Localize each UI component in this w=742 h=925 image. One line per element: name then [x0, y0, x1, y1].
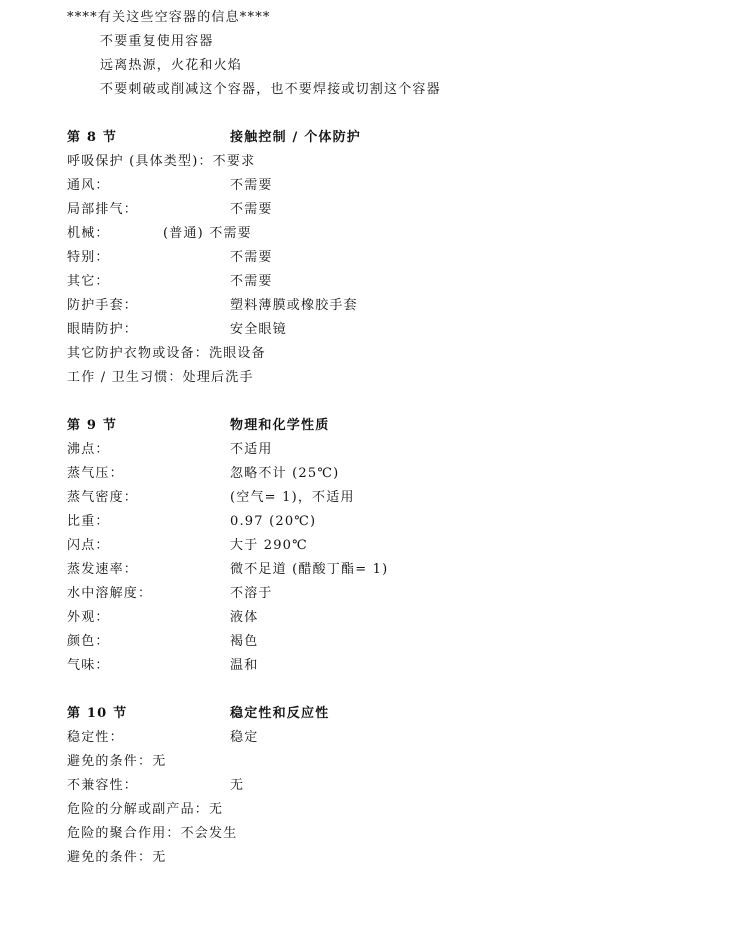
field-label: 防护手套： — [67, 298, 139, 313]
field-value: 稳定 — [230, 730, 259, 745]
field-row — [67, 175, 273, 197]
field-value: 忽略不计 (25℃) — [230, 466, 340, 481]
other-equipment: 其它防护衣物或设备：洗眼设备 — [67, 346, 266, 361]
section-10-heading — [67, 703, 330, 725]
field-label: 眼睛防护： — [67, 322, 139, 337]
field-value: 大于 290℃ — [230, 538, 308, 553]
field-row — [67, 319, 287, 341]
section-title: 物理和化学性质 — [230, 418, 330, 433]
field-label: 不兼容性： — [67, 778, 139, 793]
field-row — [67, 199, 273, 221]
field-label: 水中溶解度： — [67, 586, 153, 601]
field-label: 比重： — [67, 514, 110, 529]
field-row — [67, 487, 355, 509]
field-value: 液体 — [230, 610, 259, 625]
field-label: 蒸气压： — [67, 466, 124, 481]
field-label: 沸点： — [67, 442, 110, 457]
field-value: 不需要 — [230, 274, 273, 289]
section-number: 第 8 节 — [67, 130, 118, 145]
field-row — [67, 295, 358, 317]
intro-item: 不要刺破或削减这个容器，也不要焊接或切割这个容器 — [100, 82, 441, 97]
section-9-heading — [67, 415, 330, 437]
field-row — [67, 247, 273, 269]
field-row — [67, 775, 245, 797]
field-value: 微不足道 (醋酸丁酯= 1) — [230, 562, 389, 577]
field-row — [67, 511, 317, 533]
field-value: 塑料薄膜或橡胶手套 — [230, 298, 358, 313]
field-label: 闪点： — [67, 538, 110, 553]
field-row — [67, 559, 389, 581]
field-value: 安全眼镜 — [230, 322, 287, 337]
field-value: 不需要 — [230, 178, 273, 193]
field-row — [67, 727, 259, 749]
field-label: 稳定性： — [67, 730, 124, 745]
field-row — [67, 463, 340, 485]
field-row — [67, 223, 252, 245]
field-value: 0.97 (20℃) — [230, 514, 317, 529]
section-title: 接触控制 / 个体防护 — [230, 130, 361, 145]
field-label: 通风： — [67, 178, 110, 193]
conditions-to-avoid: 避免的条件：无 — [67, 754, 167, 769]
field-row — [67, 655, 259, 677]
field-value: 不适用 — [230, 442, 273, 457]
hazardous-decomposition: 危险的分解或副产品：无 — [67, 802, 224, 817]
field-value: 不需要 — [230, 250, 273, 265]
field-row — [67, 439, 273, 461]
field-row — [67, 631, 259, 653]
field-label: 外观： — [67, 610, 110, 625]
conditions-to-avoid: 避免的条件：无 — [67, 850, 167, 865]
field-value: 不溶于 — [230, 586, 273, 601]
field-row — [67, 271, 273, 293]
field-value: 无 — [230, 778, 245, 793]
field-label: 气味： — [67, 658, 110, 673]
field-label: 蒸气密度： — [67, 490, 139, 505]
field-value: 不需要 — [230, 202, 273, 217]
field-value: 温和 — [230, 658, 259, 673]
field-label: 颜色： — [67, 634, 110, 649]
section-number: 第 10 节 — [67, 706, 128, 721]
respiratory-protection: 呼吸保护 (具体类型)：不要求 — [67, 154, 256, 169]
field-value: (空气= 1)，不适用 — [230, 490, 355, 505]
intro-item: 不要重复使用容器 — [100, 34, 214, 49]
field-row — [67, 583, 273, 605]
field-label: 其它： — [67, 274, 110, 289]
field-label: 蒸发速率： — [67, 562, 139, 577]
section-8-heading — [67, 127, 361, 149]
section-number: 第 9 节 — [67, 418, 118, 433]
field-row — [67, 535, 308, 557]
field-label: 局部排气： — [67, 202, 139, 217]
section-title: 稳定性和反应性 — [230, 706, 330, 721]
field-value: 褐色 — [230, 634, 259, 649]
hazardous-polymerization: 危险的聚合作用：不会发生 — [67, 826, 238, 841]
field-label: 特别： — [67, 250, 110, 265]
intro-item: 远离热源，火花和火焰 — [100, 58, 243, 73]
intro-title: ****有关这些空容器的信息**** — [67, 10, 271, 25]
hygiene-practices: 工作 / 卫生习惯：处理后洗手 — [67, 370, 254, 385]
field-label: 机械： — [67, 226, 110, 241]
field-value: (普通) 不需要 — [163, 226, 252, 241]
field-row — [67, 607, 259, 629]
